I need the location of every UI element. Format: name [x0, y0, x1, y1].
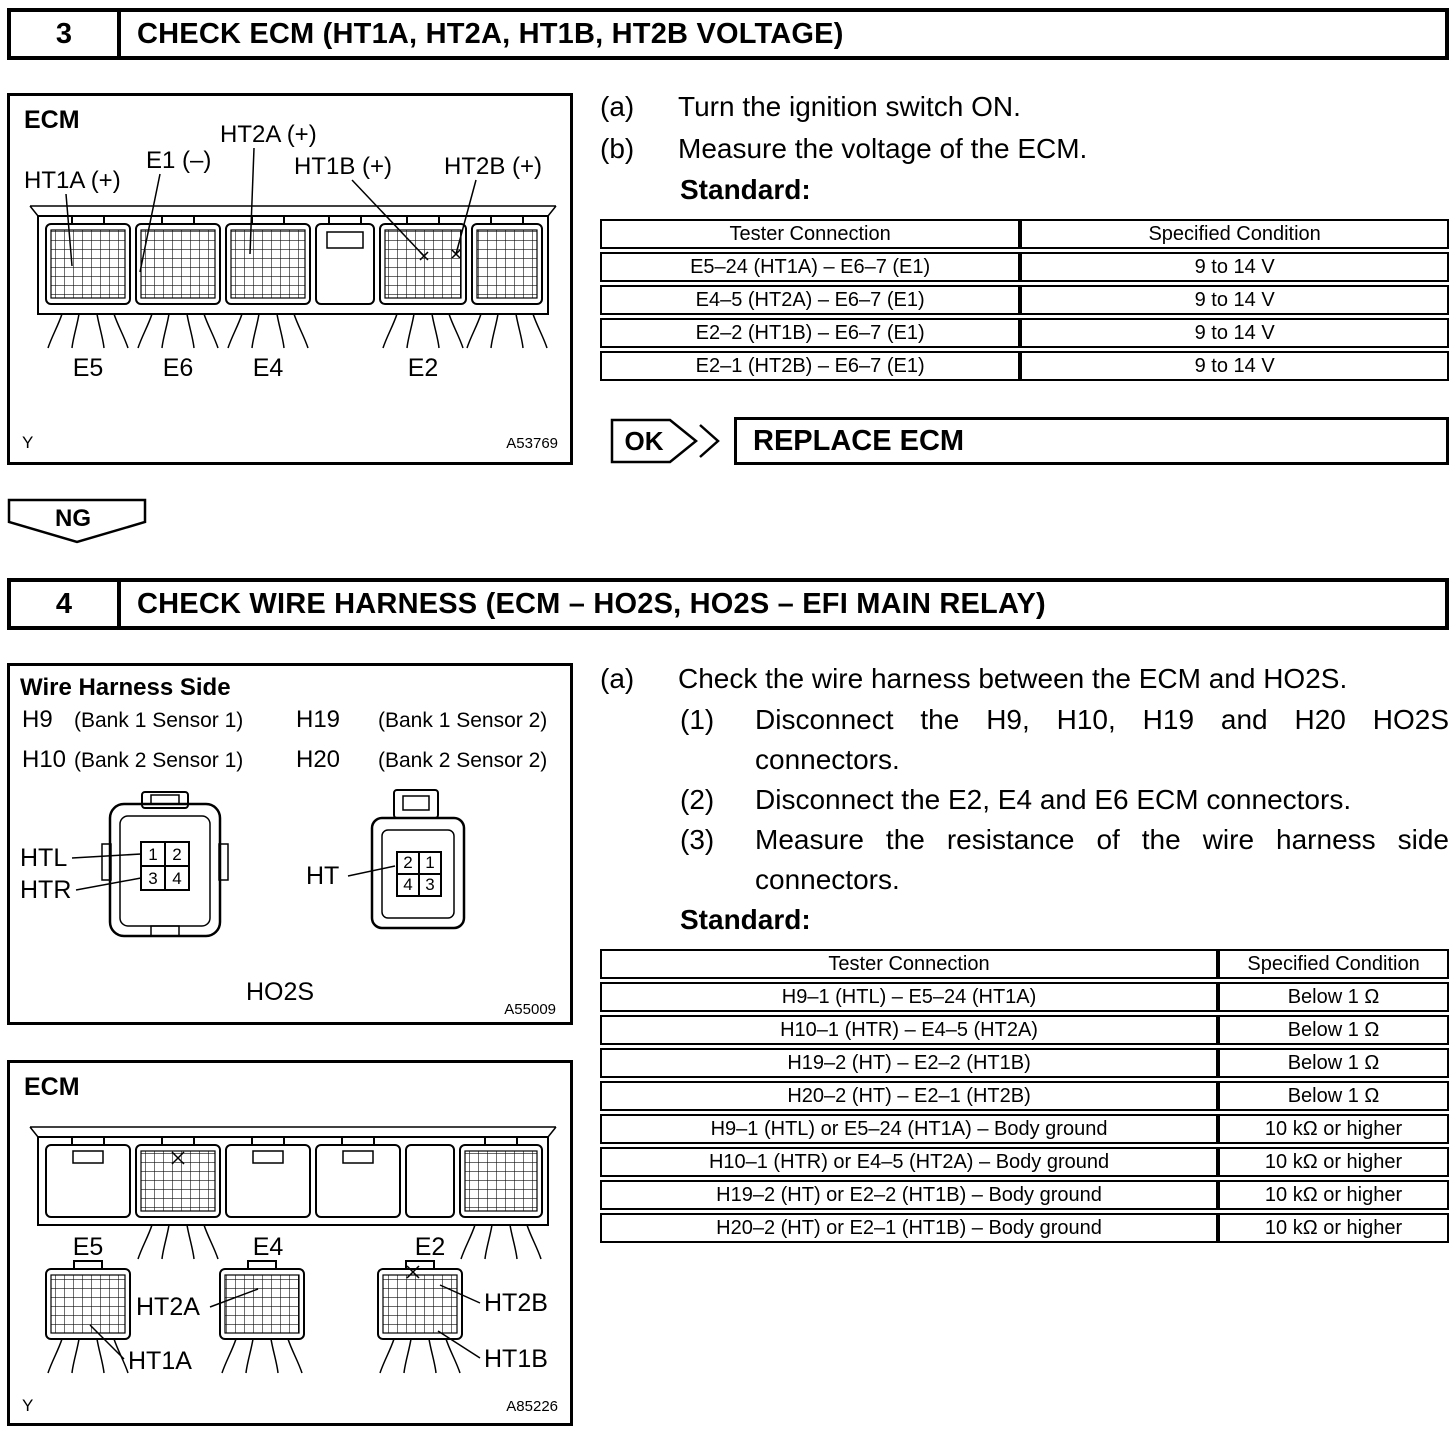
step4-number: 4 — [11, 582, 121, 626]
ho2s-connector-left — [102, 792, 228, 936]
tester-connection: H20–2 (HT) or E2–1 (HT1B) – Body ground — [600, 1213, 1218, 1243]
tester-connection: E2–1 (HT2B) – E6–7 (E1) — [600, 351, 1020, 381]
tester-connection: E2–2 (HT1B) – E6–7 (E1) — [600, 318, 1020, 348]
specified-condition: Below 1 Ω — [1218, 1048, 1449, 1078]
connector-right — [472, 216, 542, 304]
step3-instructions — [600, 86, 1449, 384]
connector-id: H19 — [296, 706, 341, 733]
pin-label-ht2b: HT2B (+) — [444, 153, 543, 180]
pin-number: 1 — [148, 845, 158, 864]
figure-title-ecm: ECM — [24, 106, 80, 134]
sub-step-3 — [600, 820, 1449, 900]
connector-desc: (Bank 1 Sensor 2) — [378, 709, 548, 732]
ng-label: NG — [55, 505, 91, 532]
step3-header — [7, 8, 1449, 60]
specified-condition: 10 kΩ or higher — [1218, 1147, 1449, 1177]
ecm-connector-diagram — [10, 96, 570, 462]
table-header-row — [600, 219, 1449, 249]
table-row — [600, 982, 1449, 1012]
pin-label-htr: HTR — [20, 876, 72, 904]
sub-step-marker: (1) — [680, 704, 715, 735]
table-row — [600, 1180, 1449, 1210]
connector-id: H10 — [22, 746, 67, 773]
pin-number: 4 — [403, 875, 413, 894]
harness-label-row — [10, 746, 570, 786]
instruction-a — [600, 86, 1449, 128]
header-specified-condition: Specified Condition — [1218, 949, 1449, 979]
instruction-text: Measure the voltage of the ECM. — [678, 133, 1088, 164]
small-connector-ht2b — [378, 1261, 462, 1339]
connector-label-e5: E5 — [72, 1233, 104, 1261]
pin-label-htl: HTL — [20, 844, 68, 872]
pin-label-ht1a: HT1A — [128, 1347, 192, 1375]
step3-number: 3 — [11, 12, 121, 56]
harness-figure-title: Wire Harness Side — [20, 674, 231, 701]
connector-desc: (Bank 2 Sensor 1) — [74, 749, 244, 772]
table-row — [600, 1081, 1449, 1111]
sub-step-text: Measure the resistance of the wire harness side connectors. — [755, 824, 1449, 895]
specified-condition: 9 to 14 V — [1020, 285, 1449, 315]
ho2s-caption: HO2S — [246, 978, 315, 1006]
header-tester-connection: Tester Connection — [600, 219, 1020, 249]
pin-label-e1: E1 (–) — [146, 147, 212, 174]
wire-bundles — [138, 1225, 541, 1259]
connector-label-e6: E6 — [162, 354, 194, 382]
pin-label-ht: HT — [306, 862, 340, 890]
specified-condition: Below 1 Ω — [1218, 1015, 1449, 1045]
wire-harness-figure — [7, 663, 573, 1025]
specified-condition: 10 kΩ or higher — [1218, 1114, 1449, 1144]
specified-condition: Below 1 Ω — [1218, 1081, 1449, 1111]
tester-connection: H9–1 (HTL) or E5–24 (HT1A) – Body ground — [600, 1114, 1218, 1144]
step3-title: CHECK ECM (HT1A, HT2A, HT1B, HT2B VOLTAGE) — [137, 17, 844, 50]
pin-label-ht2b: HT2B — [484, 1289, 548, 1317]
pin-label-ht1a: HT1A (+) — [24, 167, 121, 194]
step4-header — [7, 578, 1449, 630]
table-row — [600, 1048, 1449, 1078]
sub-step-marker: (3) — [680, 824, 715, 855]
table-row — [600, 285, 1449, 315]
table-row — [600, 318, 1449, 348]
header-specified-condition: Specified Condition — [1020, 219, 1449, 249]
instruction-b — [600, 128, 1449, 170]
specified-condition: 10 kΩ or higher — [1218, 1213, 1449, 1243]
connector-label-e2: E2 — [414, 1233, 446, 1261]
table-row — [600, 1015, 1449, 1045]
connector-label-e5: E5 — [72, 354, 104, 382]
voltage-standard-table — [600, 216, 1449, 384]
connector-label-e4: E4 — [252, 1233, 284, 1261]
pin-label-ht2a: HT2A (+) — [220, 121, 317, 148]
specified-condition: 10 kΩ or higher — [1218, 1180, 1449, 1210]
pin-label-ht1b: HT1B — [484, 1345, 548, 1373]
table-row — [600, 252, 1449, 282]
ok-arrow-icon — [610, 417, 728, 465]
ecm-harness-figure — [7, 1060, 573, 1426]
tester-connection: E5–24 (HT1A) – E6–7 (E1) — [600, 252, 1020, 282]
connector-label-e2: E2 — [407, 354, 439, 382]
specified-condition: 9 to 14 V — [1020, 252, 1449, 282]
connector-e2 — [380, 216, 466, 304]
tester-connection: H20–2 (HT) – E2–1 (HT2B) — [600, 1081, 1218, 1111]
figure-code: A53769 — [506, 435, 558, 452]
figure-code: A55009 — [504, 1001, 556, 1018]
step4-title: CHECK WIRE HARNESS (ECM – HO2S, HO2S – EFI MAIN RELAY) — [137, 587, 1046, 620]
table-row — [600, 351, 1449, 381]
replace-ecm-action: REPLACE ECM — [734, 417, 1449, 465]
pin-number: 1 — [425, 853, 435, 872]
standard-label: Standard: — [680, 174, 811, 205]
figure-title-ecm: ECM — [24, 1073, 80, 1101]
pin-number: 3 — [425, 875, 435, 894]
tester-connection: H9–1 (HTL) – E5–24 (HT1A) — [600, 982, 1218, 1012]
table-row — [600, 1147, 1449, 1177]
sub-step-text: Disconnect the E2, E4 and E6 ECM connectors. — [755, 784, 1352, 815]
standard-label: Standard: — [680, 904, 811, 935]
tester-connection: H10–1 (HTR) – E4–5 (HT2A) — [600, 1015, 1218, 1045]
specified-condition: Below 1 Ω — [1218, 982, 1449, 1012]
sub-step-2 — [600, 780, 1449, 820]
connector-blank — [316, 216, 374, 304]
instruction-text: Turn the ignition switch ON. — [678, 91, 1021, 122]
specified-condition: 9 to 14 V — [1020, 318, 1449, 348]
connector-id: H9 — [22, 706, 53, 733]
ng-arrow-icon — [7, 498, 147, 544]
connector-label-e4: E4 — [252, 354, 284, 382]
connector-id: H20 — [296, 746, 341, 773]
pin-number: 3 — [148, 869, 158, 888]
ecm-block-sections — [46, 1137, 542, 1217]
sub-step-marker: (2) — [680, 784, 715, 815]
instruction-marker: (a) — [600, 91, 635, 122]
harness-label-row — [10, 706, 570, 746]
pin-number: 2 — [172, 845, 182, 864]
instruction-a — [600, 658, 1449, 700]
tester-connection: H19–2 (HT) or E2–2 (HT1B) – Body ground — [600, 1180, 1218, 1210]
ok-branch — [610, 417, 1449, 465]
resistance-standard-table — [600, 946, 1449, 1246]
pin-label-ht1b: HT1B (+) — [294, 153, 393, 180]
connector-e5 — [46, 216, 130, 304]
ho2s-connector-diagram — [10, 786, 570, 1022]
small-connector-ht2a — [220, 1261, 304, 1339]
pin-number: 4 — [172, 869, 182, 888]
table-header-row — [600, 949, 1449, 979]
step4-instructions — [600, 658, 1449, 1246]
tester-connection: E4–5 (HT2A) – E6–7 (E1) — [600, 285, 1020, 315]
header-tester-connection: Tester Connection — [600, 949, 1218, 979]
instruction-marker: (a) — [600, 663, 635, 694]
pin-number: 2 — [403, 853, 413, 872]
ecm-harness-diagram — [10, 1063, 570, 1423]
corner-mark: Y — [22, 433, 34, 452]
connector-e4 — [226, 216, 310, 304]
sub-step-text: Disconnect the H9, H10, H19 and H20 HO2S connectors. — [755, 704, 1449, 775]
specified-condition: 9 to 14 V — [1020, 351, 1449, 381]
table-row — [600, 1114, 1449, 1144]
sub-step-1 — [600, 700, 1449, 780]
tester-connection: H19–2 (HT) – E2–2 (HT1B) — [600, 1048, 1218, 1078]
ecm-voltage-figure — [7, 93, 573, 465]
table-row — [600, 1213, 1449, 1243]
wire-bundles — [48, 314, 547, 348]
connector-desc: (Bank 1 Sensor 1) — [74, 709, 244, 732]
instruction-marker: (b) — [600, 133, 635, 164]
small-connector-ht1a — [46, 1261, 130, 1339]
connector-desc: (Bank 2 Sensor 2) — [378, 749, 548, 772]
corner-mark: Y — [22, 1396, 34, 1415]
instruction-text: Check the wire harness between the ECM and HO2S. — [678, 663, 1348, 694]
pin-label-ht2a: HT2A — [136, 1293, 200, 1321]
figure-code: A85226 — [506, 1398, 558, 1415]
tester-connection: H10–1 (HTR) or E4–5 (HT2A) – Body ground — [600, 1147, 1218, 1177]
ok-label: OK — [624, 426, 664, 456]
ho2s-connector-right — [372, 790, 464, 928]
